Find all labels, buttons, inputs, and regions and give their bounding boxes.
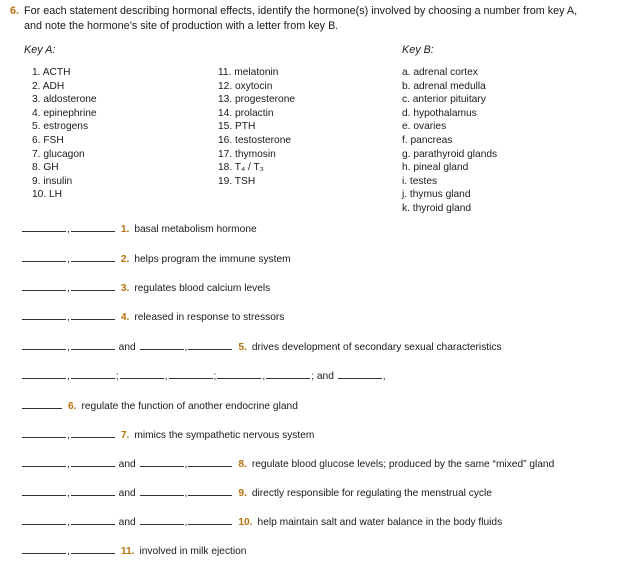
answer-blank[interactable] xyxy=(22,523,66,525)
separator-text: and xyxy=(115,517,139,528)
key-a-item: 5. estrogens xyxy=(32,121,89,133)
instructions xyxy=(10,4,622,34)
answer-blank[interactable] xyxy=(188,465,232,467)
separator-text: , xyxy=(67,488,70,499)
statement xyxy=(121,430,315,441)
answer-blank[interactable] xyxy=(71,494,115,496)
answer-blank[interactable] xyxy=(338,377,382,379)
answer-row xyxy=(22,456,554,470)
answer-blank[interactable] xyxy=(22,230,66,232)
separator-text: , xyxy=(184,488,188,499)
answer-blank[interactable] xyxy=(22,465,66,467)
statement-text: released in response to stressors xyxy=(134,312,285,323)
separator-text: , xyxy=(164,371,168,382)
answer-row xyxy=(22,251,291,265)
statement-number: 3. xyxy=(120,283,130,294)
statement-text: mimics the sympathetic nervous system xyxy=(134,430,315,441)
answer-row xyxy=(22,339,502,353)
separator-text: , xyxy=(184,459,188,470)
key-a-item: 16. testosterone xyxy=(218,134,292,146)
key-b-item: e. ovaries xyxy=(402,121,447,133)
answer-blank[interactable] xyxy=(22,289,66,291)
separator-text: , xyxy=(184,342,188,353)
answer-blank[interactable] xyxy=(71,260,115,262)
statement-number: 8. xyxy=(238,459,247,470)
answer-blank[interactable] xyxy=(71,465,115,467)
instructions-line-1: For each statement describing hormonal effects, identify the hormone(s) involved by choosing a number from key A, xyxy=(24,5,578,17)
key-b-item: c. anterior pituitary xyxy=(402,94,486,106)
key-b-list xyxy=(402,66,497,216)
separator-text: ; and xyxy=(311,371,337,382)
statement xyxy=(68,401,298,412)
key-b-item: a. adrenal cortex xyxy=(402,67,478,78)
key-b-item: d. hypothalamus xyxy=(402,107,477,119)
answer-blank[interactable] xyxy=(71,318,115,320)
answer-row xyxy=(22,485,492,499)
answer-row xyxy=(22,368,387,382)
separator-text: and xyxy=(115,342,139,353)
key-a-item: 3. aldosterone xyxy=(32,94,97,106)
statement-number: 6. xyxy=(68,401,77,412)
separator-text: , xyxy=(67,517,70,528)
answer-blank[interactable] xyxy=(169,377,213,379)
separator-text: , xyxy=(67,546,70,557)
answer-blank[interactable] xyxy=(71,523,115,525)
answer-blank[interactable] xyxy=(71,377,115,379)
statement-number: 1. xyxy=(120,224,130,235)
statement-text: regulate the function of another endocrine gland xyxy=(81,401,298,412)
answer-blank[interactable] xyxy=(266,377,310,379)
key-a-item: 12. oxytocin xyxy=(218,80,273,92)
separator-text: , xyxy=(67,342,70,353)
statement xyxy=(121,254,291,265)
key-b-item: j. thymus gland xyxy=(402,189,471,201)
statement-number: 11. xyxy=(120,546,135,557)
answer-blank[interactable] xyxy=(140,523,184,525)
key-a-item: 6. FSH xyxy=(32,134,64,146)
statement-text: directly responsible for regulating the menstrual cycle xyxy=(251,488,492,499)
statement xyxy=(238,517,502,528)
statement-number: 5. xyxy=(238,342,247,353)
answer-blank[interactable] xyxy=(22,552,66,554)
key-a-title: Key A: xyxy=(24,44,56,56)
answer-blank[interactable] xyxy=(71,230,115,232)
key-a-item: 10. LH xyxy=(32,189,63,201)
key-b-item: f. pancreas xyxy=(402,134,453,146)
key-a-item: 2. ADH xyxy=(32,80,65,92)
answer-row xyxy=(22,514,502,528)
answer-row xyxy=(22,543,246,557)
answer-blank[interactable] xyxy=(22,377,66,379)
statement-text: drives development of secondary sexual characteristics xyxy=(251,342,502,353)
answer-blank[interactable] xyxy=(217,377,261,379)
statement xyxy=(121,312,285,323)
key-a-item: 13. progesterone xyxy=(218,94,296,106)
separator-text: and xyxy=(115,488,139,499)
answer-row xyxy=(22,427,314,441)
separator-text: , xyxy=(262,371,266,382)
key-a-item: 11. melatonin xyxy=(218,67,279,78)
statement-number: 7. xyxy=(120,430,130,441)
statement-number: 4. xyxy=(120,312,130,323)
question-number: 6. xyxy=(10,5,20,17)
key-a-item: 18. T₄ / T₃ xyxy=(218,162,264,174)
key-a-item: 8. GH xyxy=(32,162,59,174)
key-a-item: 17. thymosin xyxy=(218,148,276,160)
statement-text: help maintain salt and water balance in the body fluids xyxy=(257,517,503,528)
answer-blank[interactable] xyxy=(188,348,232,350)
statement-text: basal metabolism hormone xyxy=(134,224,257,235)
answer-blank[interactable] xyxy=(71,552,115,554)
statement xyxy=(238,342,501,353)
instructions-line-2: and note the hormone’s site of production with a letter from key B. xyxy=(24,20,339,32)
answer-blank[interactable] xyxy=(140,348,184,350)
separator-text: , xyxy=(67,224,70,235)
answer-blank[interactable] xyxy=(22,436,66,438)
answer-row xyxy=(22,221,257,235)
answer-blank[interactable] xyxy=(22,318,66,320)
statement xyxy=(121,546,247,557)
answer-blank[interactable] xyxy=(22,494,66,496)
key-b-item: k. thyroid gland xyxy=(402,202,472,214)
answer-row xyxy=(22,398,298,412)
statement-text: involved in milk ejection xyxy=(139,546,247,557)
key-b-item: b. adrenal medulla xyxy=(402,80,486,92)
separator-text: , xyxy=(382,371,386,382)
key-b-item: i. testes xyxy=(402,175,438,187)
answer-blank[interactable] xyxy=(140,465,184,467)
statement-text: helps program the immune system xyxy=(134,254,291,265)
key-a-item: 1. ACTH xyxy=(32,67,71,78)
statement xyxy=(238,459,554,470)
key-a-item: 19. TSH xyxy=(218,175,256,187)
key-b-item: h. pineal gland xyxy=(402,162,469,174)
answer-blank[interactable] xyxy=(140,494,184,496)
separator-text: and xyxy=(115,459,139,470)
answer-blank[interactable] xyxy=(22,407,62,409)
answer-blank[interactable] xyxy=(71,348,115,350)
answer-row xyxy=(22,309,284,323)
separator-text: ; xyxy=(115,371,119,382)
answer-blank[interactable] xyxy=(120,377,164,379)
separator-text: , xyxy=(67,459,70,470)
statement xyxy=(121,283,270,294)
answer-blank[interactable] xyxy=(71,289,115,291)
key-a-item: 15. PTH xyxy=(218,121,256,133)
key-b-title: Key B: xyxy=(402,44,434,56)
key-a-column-2 xyxy=(218,66,295,188)
statement xyxy=(238,488,492,499)
key-a-column-1 xyxy=(32,66,97,202)
answer-row xyxy=(22,280,270,294)
separator-text: , xyxy=(67,312,70,323)
key-b-item: g. parathyroid glands xyxy=(402,148,498,160)
answer-blank[interactable] xyxy=(22,260,66,262)
key-a-item: 7. glucagon xyxy=(32,148,85,160)
separator-text: , xyxy=(67,283,70,294)
statement-text: regulates blood calcium levels xyxy=(134,283,271,294)
statement-text: regulate blood glucose levels; produced by the same “mixed” gland xyxy=(251,459,555,470)
answer-blank[interactable] xyxy=(188,523,232,525)
separator-text: ; xyxy=(213,371,217,382)
statement-number: 10. xyxy=(238,517,253,528)
key-a-item: 4. epinephrine xyxy=(32,107,97,119)
key-a-item: 9. insulin xyxy=(32,175,73,187)
separator-text: , xyxy=(67,430,70,441)
statement-number: 9. xyxy=(238,488,247,499)
separator-text: , xyxy=(67,254,70,265)
answer-blank[interactable] xyxy=(188,494,232,496)
statement-number: 2. xyxy=(120,254,130,265)
key-a-item: 14. prolactin xyxy=(218,107,274,119)
separator-text: , xyxy=(184,517,188,528)
answer-blank[interactable] xyxy=(22,348,66,350)
separator-text: , xyxy=(67,371,70,382)
answer-blank[interactable] xyxy=(71,436,115,438)
statement xyxy=(121,224,257,235)
